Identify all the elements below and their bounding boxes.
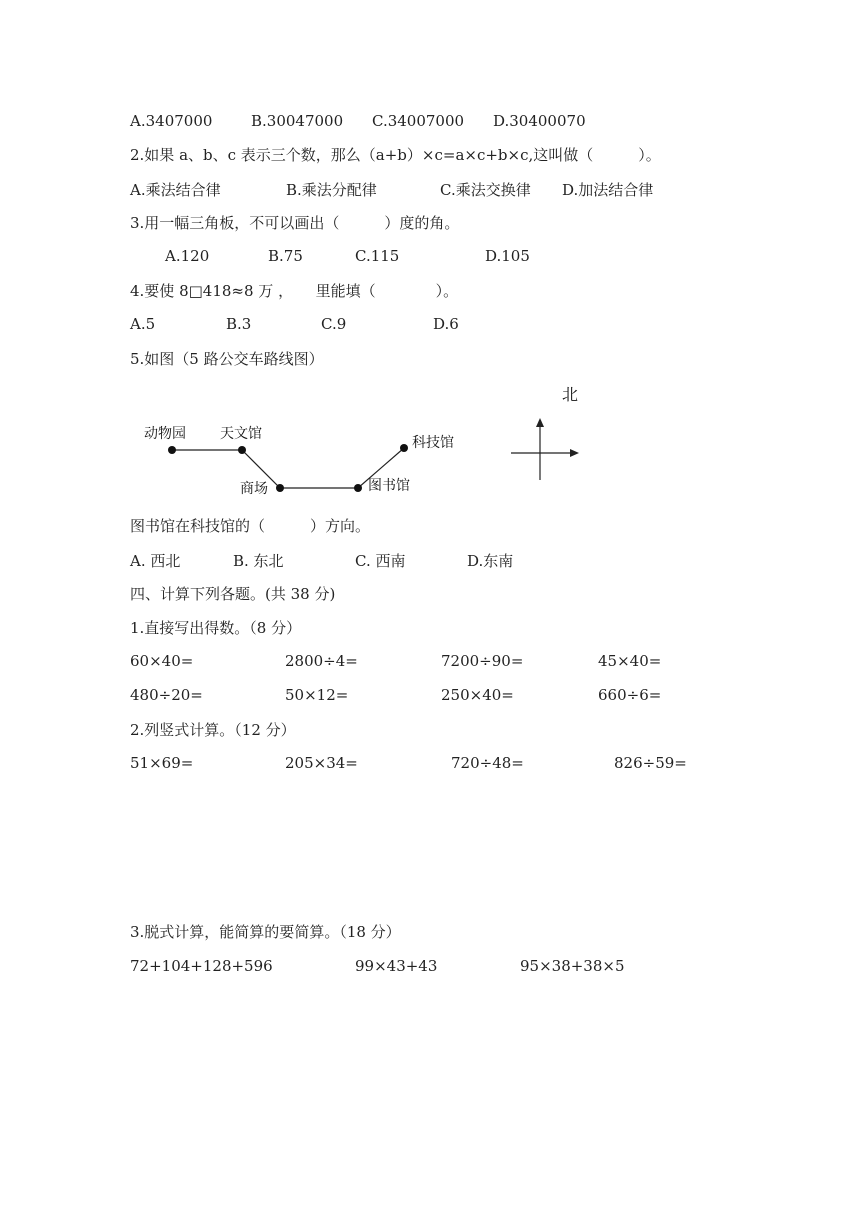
q5-question: 图书馆在科技馆的（ ）方向。 (130, 517, 371, 535)
stop-label-library: 图书馆 (368, 478, 410, 494)
part3-title: 3.脱式计算，能简算的要简算。（18 分） (130, 923, 401, 941)
section4-title: 四、计算下列各题。(共 38 分) (130, 585, 336, 603)
q5-option-d: D.东南 (467, 552, 514, 570)
oral-calc-item: 50×12= (285, 686, 349, 704)
stop-label-zoo: 动物园 (144, 426, 186, 442)
q4-option-b: B.3 (226, 315, 252, 333)
vertical-calc-item: 205×34= (285, 754, 358, 772)
compass-north-arrowhead (536, 418, 544, 427)
stop-label-science-museum: 科技馆 (412, 435, 454, 451)
stop-dot-mall (276, 484, 284, 492)
q2-option-c: C.乘法交换律 (440, 181, 531, 199)
q4-option-a: A.5 (130, 315, 156, 333)
stop-dot-zoo (168, 446, 176, 454)
q2-stem: 2.如果 a、b、c 表示三个数，那么（a+b）×c=a×c+b×c,这叫做（ ）。 (130, 146, 661, 164)
q5-stem: 5.如图（5 路公交车路线图） (130, 350, 324, 368)
oral-calc-item: 7200÷90= (441, 652, 524, 670)
stop-label-mall: 商场 (240, 481, 268, 497)
vertical-calc-item: 720÷48= (451, 754, 524, 772)
q1-option-b: B.30047000 (251, 112, 344, 130)
q4-option-d: D.6 (433, 315, 459, 333)
vertical-calc-item: 51×69= (130, 754, 194, 772)
oral-calc-item: 2800÷4= (285, 652, 358, 670)
oral-calc-item: 480÷20= (130, 686, 203, 704)
q2-option-d: D.加法结合律 (562, 181, 654, 199)
step-calc-item: 72+104+128+596 (130, 957, 273, 975)
stop-label-observatory: 天文馆 (220, 426, 262, 442)
q3-option-b: B.75 (268, 247, 303, 265)
part1-title: 1.直接写出得数。（8 分） (130, 619, 302, 637)
stop-dot-observatory (238, 446, 246, 454)
q2-option-a: A.乘法结合律 (130, 181, 221, 199)
q1-option-a: A.3407000 (130, 112, 213, 130)
q5-option-a: A. 西北 (130, 552, 181, 570)
oral-calc-item: 660÷6= (598, 686, 662, 704)
q2-option-b: B.乘法分配律 (286, 181, 377, 199)
q3-stem: 3.用一幅三角板，不可以画出（ ）度的角。 (130, 214, 460, 232)
step-calc-item: 99×43+43 (355, 957, 438, 975)
part2-title: 2.列竖式计算。（12 分） (130, 721, 296, 739)
q5-option-b: B. 东北 (233, 552, 284, 570)
q4-stem: 4.要使 8□418≈8 万 ， 里能填（ ）。 (130, 282, 459, 300)
compass-east-arrowhead (570, 449, 579, 457)
stop-dot-library (354, 484, 362, 492)
q3-option-d: D.105 (485, 247, 530, 265)
compass-north-label: 北 (562, 385, 579, 404)
oral-calc-item: 60×40= (130, 652, 194, 670)
oral-calc-item: 45×40= (598, 652, 662, 670)
step-calc-item: 95×38+38×5 (520, 957, 625, 975)
q1-option-d: D.30400070 (493, 112, 586, 130)
q1-option-c: C.34007000 (372, 112, 465, 130)
bus-route-map (130, 380, 590, 500)
q5-option-c: C. 西南 (355, 552, 406, 570)
vertical-calc-item: 826÷59= (614, 754, 687, 772)
oral-calc-item: 250×40= (441, 686, 514, 704)
q4-option-c: C.9 (321, 315, 347, 333)
q3-option-c: C.115 (355, 247, 400, 265)
q3-option-a: A.120 (165, 247, 210, 265)
stop-dot-science-museum (400, 444, 408, 452)
